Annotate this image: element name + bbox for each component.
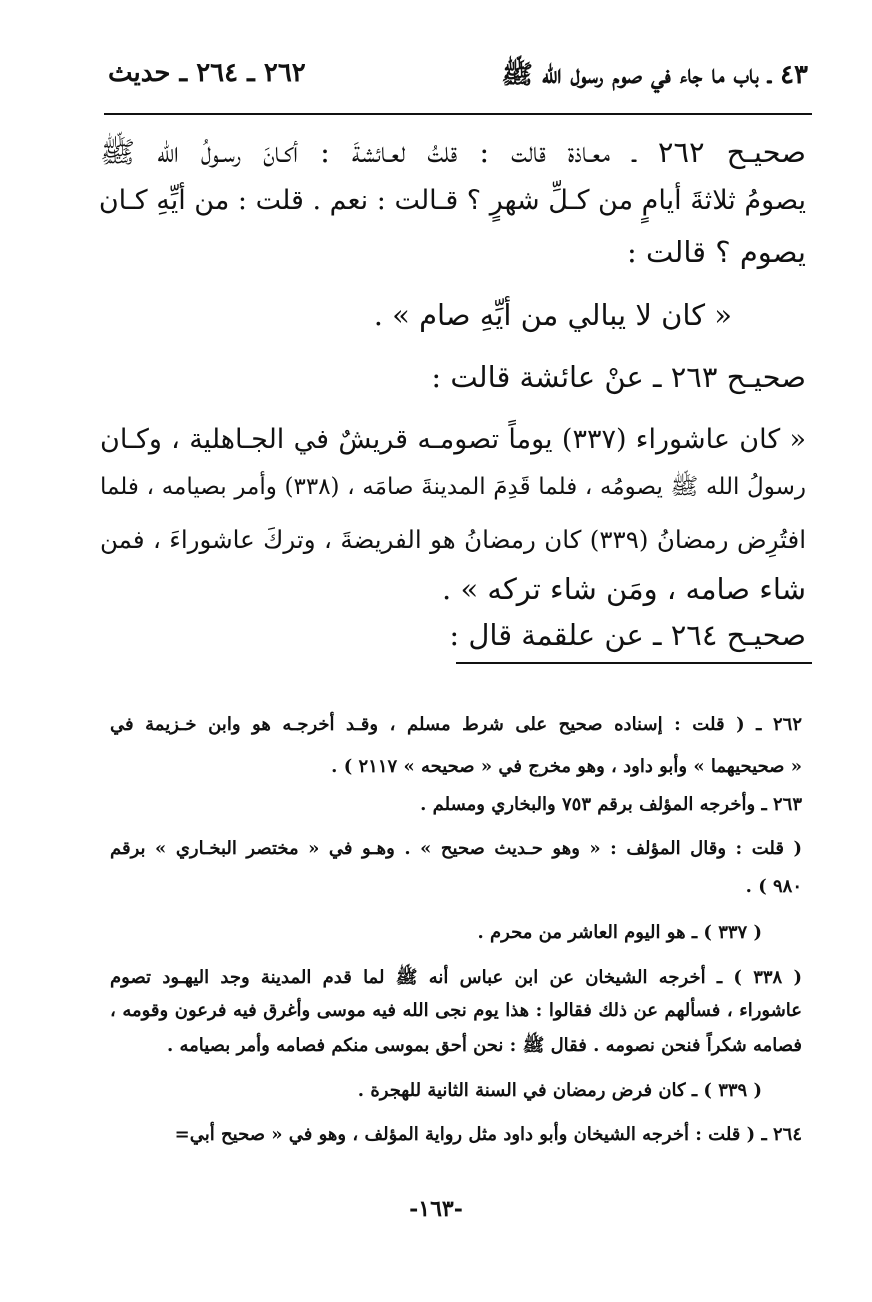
- footnote-line-7: ( ٣٣٨ ) ـ أخرجه الشيخان عن ابن عباس أنه ﷺ لما قدم المدينة وجد اليهـود تصوم: [110, 967, 802, 988]
- main-line-3: يصوم ؟ قالت :: [627, 235, 806, 269]
- main-line-9: شاء صامه ، ومَن شاء تركه » .: [442, 572, 806, 606]
- main-line-4: « كان لا يبالي من أيِّهِ صام » .: [373, 298, 732, 332]
- footnote-line-9: فصامه شكراً فنحن نصومه . فقال ﷺ : نحن أحق بموسى منكم فصامه وأمر بصيامه .: [166, 1035, 802, 1056]
- main-line-2: يصومُ ثلاثةَ أيامٍ من كـلِّ شهرٍ ؟ قـالت : نعم . قلت : من أيِّهِ كـان: [98, 185, 806, 216]
- footnote-line-5: ٩٨٠ ) .: [745, 876, 802, 897]
- footnote-separator: [456, 662, 812, 664]
- page-number: -١٦٣-: [409, 1196, 463, 1222]
- footnote-line-1: ٢٦٢ ـ ( قلت : إسناده صحيح على شرط مسلم ، وقـد أخرجـه هو وابن خـزيمة في: [110, 714, 802, 735]
- chapter-title: ٤٣ ـ باب ما جاء في صوم رسول الله ﷺ: [501, 60, 808, 90]
- footnote-line-11: ٢٦٤ ـ ( قلت : أخرجه الشيخان وأبو داود مثل رواية المؤلف ، وهو في « صحيح أبي=: [174, 1124, 802, 1145]
- main-line-5: صحيـح ٢٦٣ ـ عنْ عائشة قالت :: [431, 360, 806, 394]
- main-line-10: صحيـح ٢٦٤ ـ عن علقمة قال :: [449, 618, 806, 652]
- footnote-line-6: ( ٣٣٧ ) ـ هو اليوم العاشر من محرم .: [477, 922, 762, 943]
- footnote-line-10: ( ٣٣٩ ) ـ كان فرض رمضان في السنة الثانية للهجرة .: [357, 1080, 762, 1101]
- footnote-line-2: « صحيحيهما » وأبو داود ، وهو مخرج في « صحيحه » ٢١١٧ ) .: [331, 756, 802, 777]
- footnote-line-3: ٢٦٣ ـ وأخرجه المؤلف برقم ٧٥٣ والبخاري ومسلم .: [420, 794, 802, 815]
- header-rule: [104, 113, 812, 115]
- hadith-range: ٢٦٢ ـ ٢٦٤ ـ حديث: [108, 58, 306, 88]
- footnote-line-4: ( قلت : وقال المؤلف : « وهو حـديث صحيح » . وهـو في « مختصر البخـاري » برقم: [110, 838, 802, 859]
- main-line-6: « كان عاشوراء (٣٣٧) يوماً تصومـه قريشٌ في الجـاهلية ، وكـان: [100, 424, 806, 455]
- main-line-7: رسولُ الله ﷺ يصومُه ، فلما قَدِمَ المدينةَ صامَه ، (٣٣٨) وأمر بصيامه ، فلما: [100, 474, 806, 500]
- main-line-1: صحيـح ٢٦٢ ـ معـاذة قالت : قلتُ لعـائشةَ : أكـانَ رسـولُ الله ﷺ: [100, 135, 806, 169]
- footnote-line-8: عاشوراء ، فسألهم عن ذلك فقالوا : هذا يوم نجى الله فيه موسى وأغرق فيه فرعون وقومه ،: [110, 1000, 802, 1021]
- main-line-8: افتُرِض رمضانُ (٣٣٩) كان رمضانُ هو الفريضةَ ، وتركَ عاشوراءَ ، فمن: [100, 525, 806, 554]
